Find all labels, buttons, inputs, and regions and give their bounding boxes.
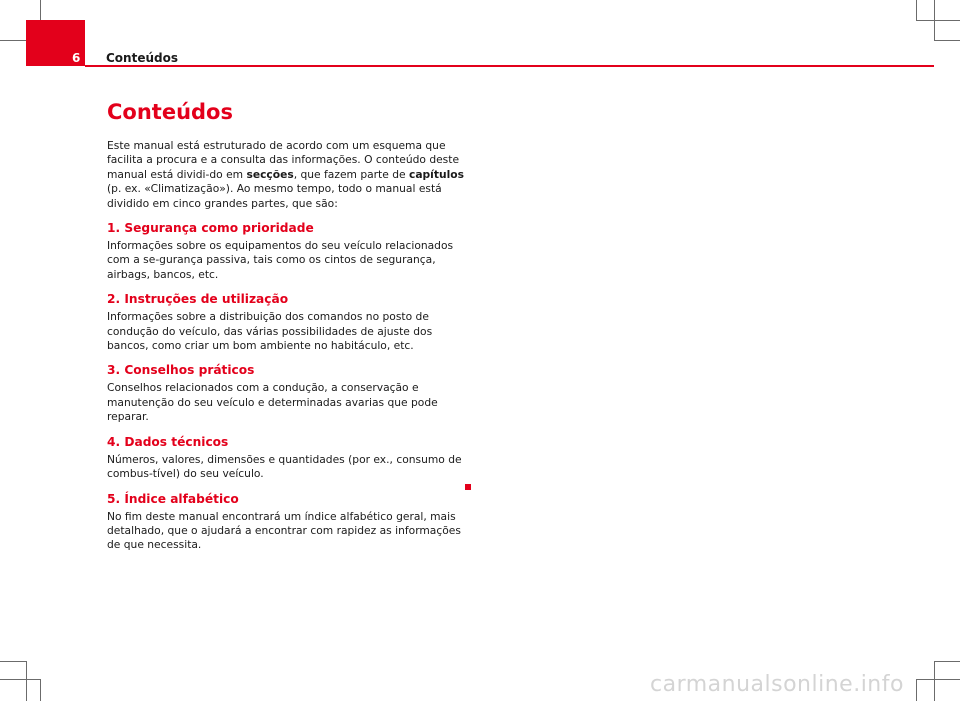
intro-text: Este manual está estruturado de acordo com um esquema que facilita a procura e a consulta das informações. O conteúdo deste manual está dividi-do em: [107, 139, 460, 181]
intro-text: , que fazem parte de: [293, 167, 409, 181]
running-title: Conteúdos: [106, 51, 178, 65]
crop-mark: [916, 679, 960, 680]
watermark: carmanualsonline.info: [650, 672, 904, 697]
crop-mark: [934, 40, 960, 41]
section-text-4: Números, valores, dimensões e quantidades (por ex., consumo de combus-tível) do seu veículo.: [107, 452, 462, 481]
crop-mark: [0, 661, 26, 662]
section-heading-1: 1. Segurança como prioridade: [107, 221, 314, 236]
end-of-section-mark: [465, 484, 471, 490]
crop-mark: [916, 679, 917, 701]
section-heading-4: 4. Dados técnicos: [107, 434, 229, 449]
section-heading-2: 2. Instruções de utilização: [107, 292, 289, 307]
section-heading-3: 3. Conselhos práticos: [107, 363, 255, 378]
page-title: Conteúdos: [107, 100, 233, 124]
intro-text: (p. ex. «Climatização»). Ao mesmo tempo, todo o manual está dividido em cinco grandes partes, que são:: [107, 182, 442, 210]
content-column: [107, 99, 477, 553]
crop-mark: [0, 40, 26, 41]
section-text-1: Informações sobre os equipamentos do seu veículo relacionados com a se-gurança passiva, tais como os cintos de segurança, airbags, bancos, etc.: [107, 239, 454, 281]
section-heading-5: 5. Índice alfabético: [107, 491, 239, 506]
crop-mark: [0, 679, 40, 680]
crop-mark: [26, 661, 27, 701]
crop-mark: [40, 679, 41, 701]
crop-mark: [916, 20, 960, 21]
section-text-5: No fim deste manual encontrará um índice alfabético geral, mais detalhado, que o ajudará a encontrar com rapidez as informações de que necessita.: [107, 509, 461, 552]
crop-mark: [916, 0, 917, 20]
crop-mark: [934, 661, 960, 662]
intro-paragraph: [107, 139, 477, 211]
header-rule: [85, 65, 934, 67]
intro-bold-term: secções: [246, 167, 294, 181]
crop-mark: [934, 661, 935, 701]
section-text-3: Conselhos relacionados com a condução, a conservação e manutenção do seu veículo e determinadas avarias que pode reparar.: [107, 381, 438, 424]
intro-bold-term: capítulos: [408, 167, 464, 181]
page-number: 6: [72, 51, 81, 65]
section-text-2: Informações sobre a distribuição dos comandos no posto de condução do veículo, das várias possibilidades de ajuste dos bancos, como criar um bom ambiente no habitáculo, etc.: [107, 310, 433, 353]
